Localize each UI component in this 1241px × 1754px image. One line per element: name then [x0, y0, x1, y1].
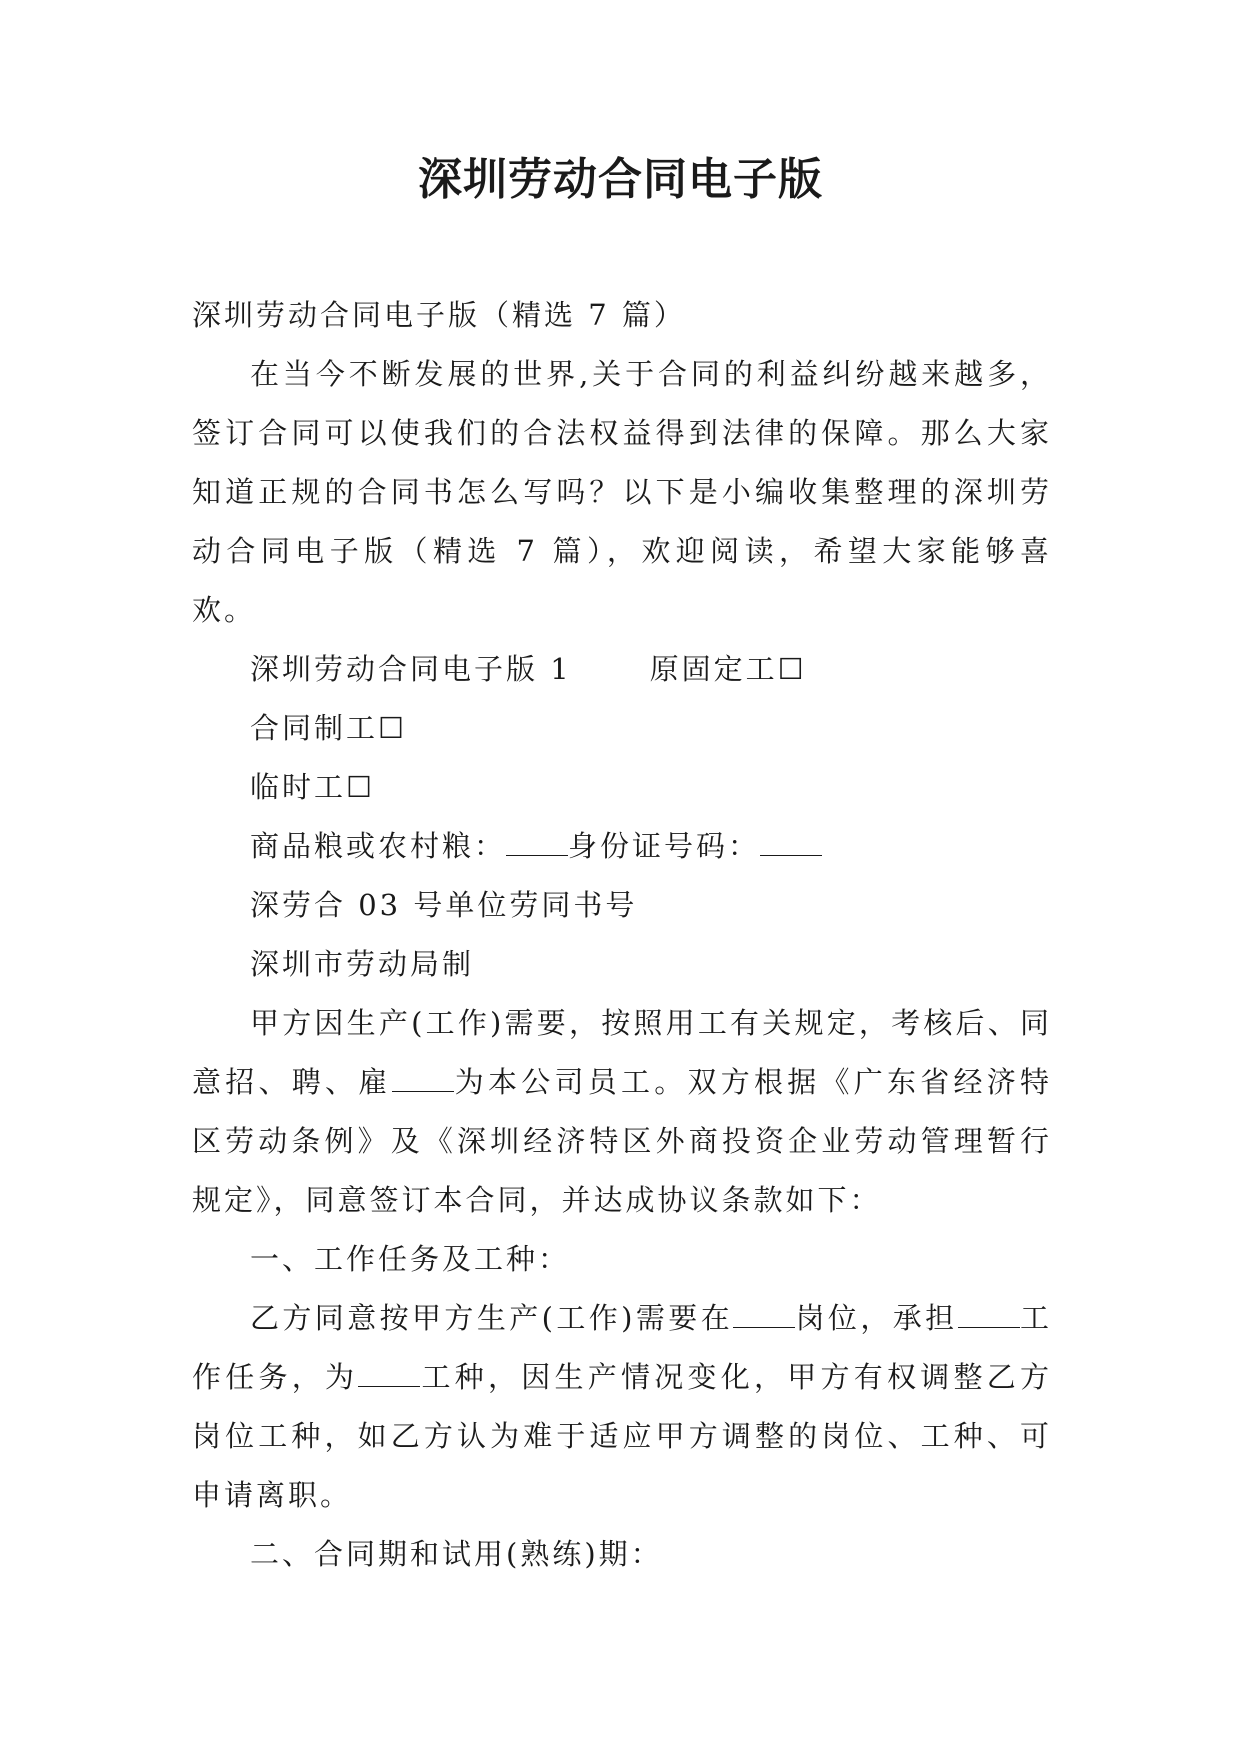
- grain-id-line: [192, 817, 1052, 876]
- intro-paragraph: 在当今不断发展的世界,关于合同的利益纠纷越来越多，签订合同可以使我们的合法权益得到法律的保障。那么大家知道正规的合同书怎么写吗？以下是小编收集整理的深圳劳动合同电子版（精选 7 篇），欢迎阅读，希望大家能够喜欢。: [192, 357, 1052, 627]
- section1-heading: 深圳劳动合同电子版 1: [250, 652, 572, 686]
- subtitle: 深圳劳动合同电子版（精选 7 篇）: [192, 298, 686, 332]
- id-label: 身份证号码：: [568, 829, 761, 863]
- job-type-blank: [358, 1360, 420, 1387]
- contract-number: 深劳合 03 号单位劳同书号: [250, 888, 638, 922]
- document-title: 深圳劳动合同电子版: [418, 154, 823, 205]
- option-contract-worker: 合同制工☐: [250, 711, 407, 745]
- clause2-heading: 二、合同期和试用(熟练)期：: [250, 1537, 663, 1571]
- hiring-text-2: 为本公司员工。双方根据《广东省经济特区劳动条例》及《深圳经济特区外商投资企业劳动管理暂行规定》，同意签订本合同，并达成协议条款如下：: [192, 1065, 1052, 1217]
- option-temp-worker: 临时工☐: [250, 770, 375, 804]
- clause1-text-1: 乙方同意按甲方生产(工作)需要在: [250, 1301, 734, 1335]
- grain-blank: [506, 829, 568, 856]
- option-fixed-worker: 原固定工☐: [649, 652, 807, 686]
- id-blank: [760, 829, 822, 856]
- clause1-paragraph: [192, 1289, 1052, 1525]
- position-blank: [733, 1301, 795, 1328]
- employee-name-blank: [392, 1065, 454, 1092]
- clause1-text-4: 工种，因生产情况变化，甲方有权调整乙方岗位工种，如乙方认为难于适应甲方调整的岗位、工种、可申请离职。: [192, 1360, 1052, 1512]
- hiring-text-1: 甲方因生产(工作)需要，按照用工有关规定，考核后、同意招、聘、雇: [192, 1006, 1052, 1099]
- clause1-heading: 一、工作任务及工种：: [250, 1242, 571, 1276]
- document-body: [192, 286, 1052, 1584]
- clause1-text-3: 工作任务，为: [192, 1301, 1052, 1394]
- hiring-paragraph: [192, 994, 1052, 1230]
- grain-label: 商品粮或农村粮：: [250, 829, 507, 863]
- clause1-text-2: 岗位，承担: [795, 1301, 958, 1335]
- issuer: 深圳市劳动局制: [250, 947, 475, 981]
- section1-heading-line: [192, 640, 1052, 699]
- task-blank: [958, 1301, 1020, 1328]
